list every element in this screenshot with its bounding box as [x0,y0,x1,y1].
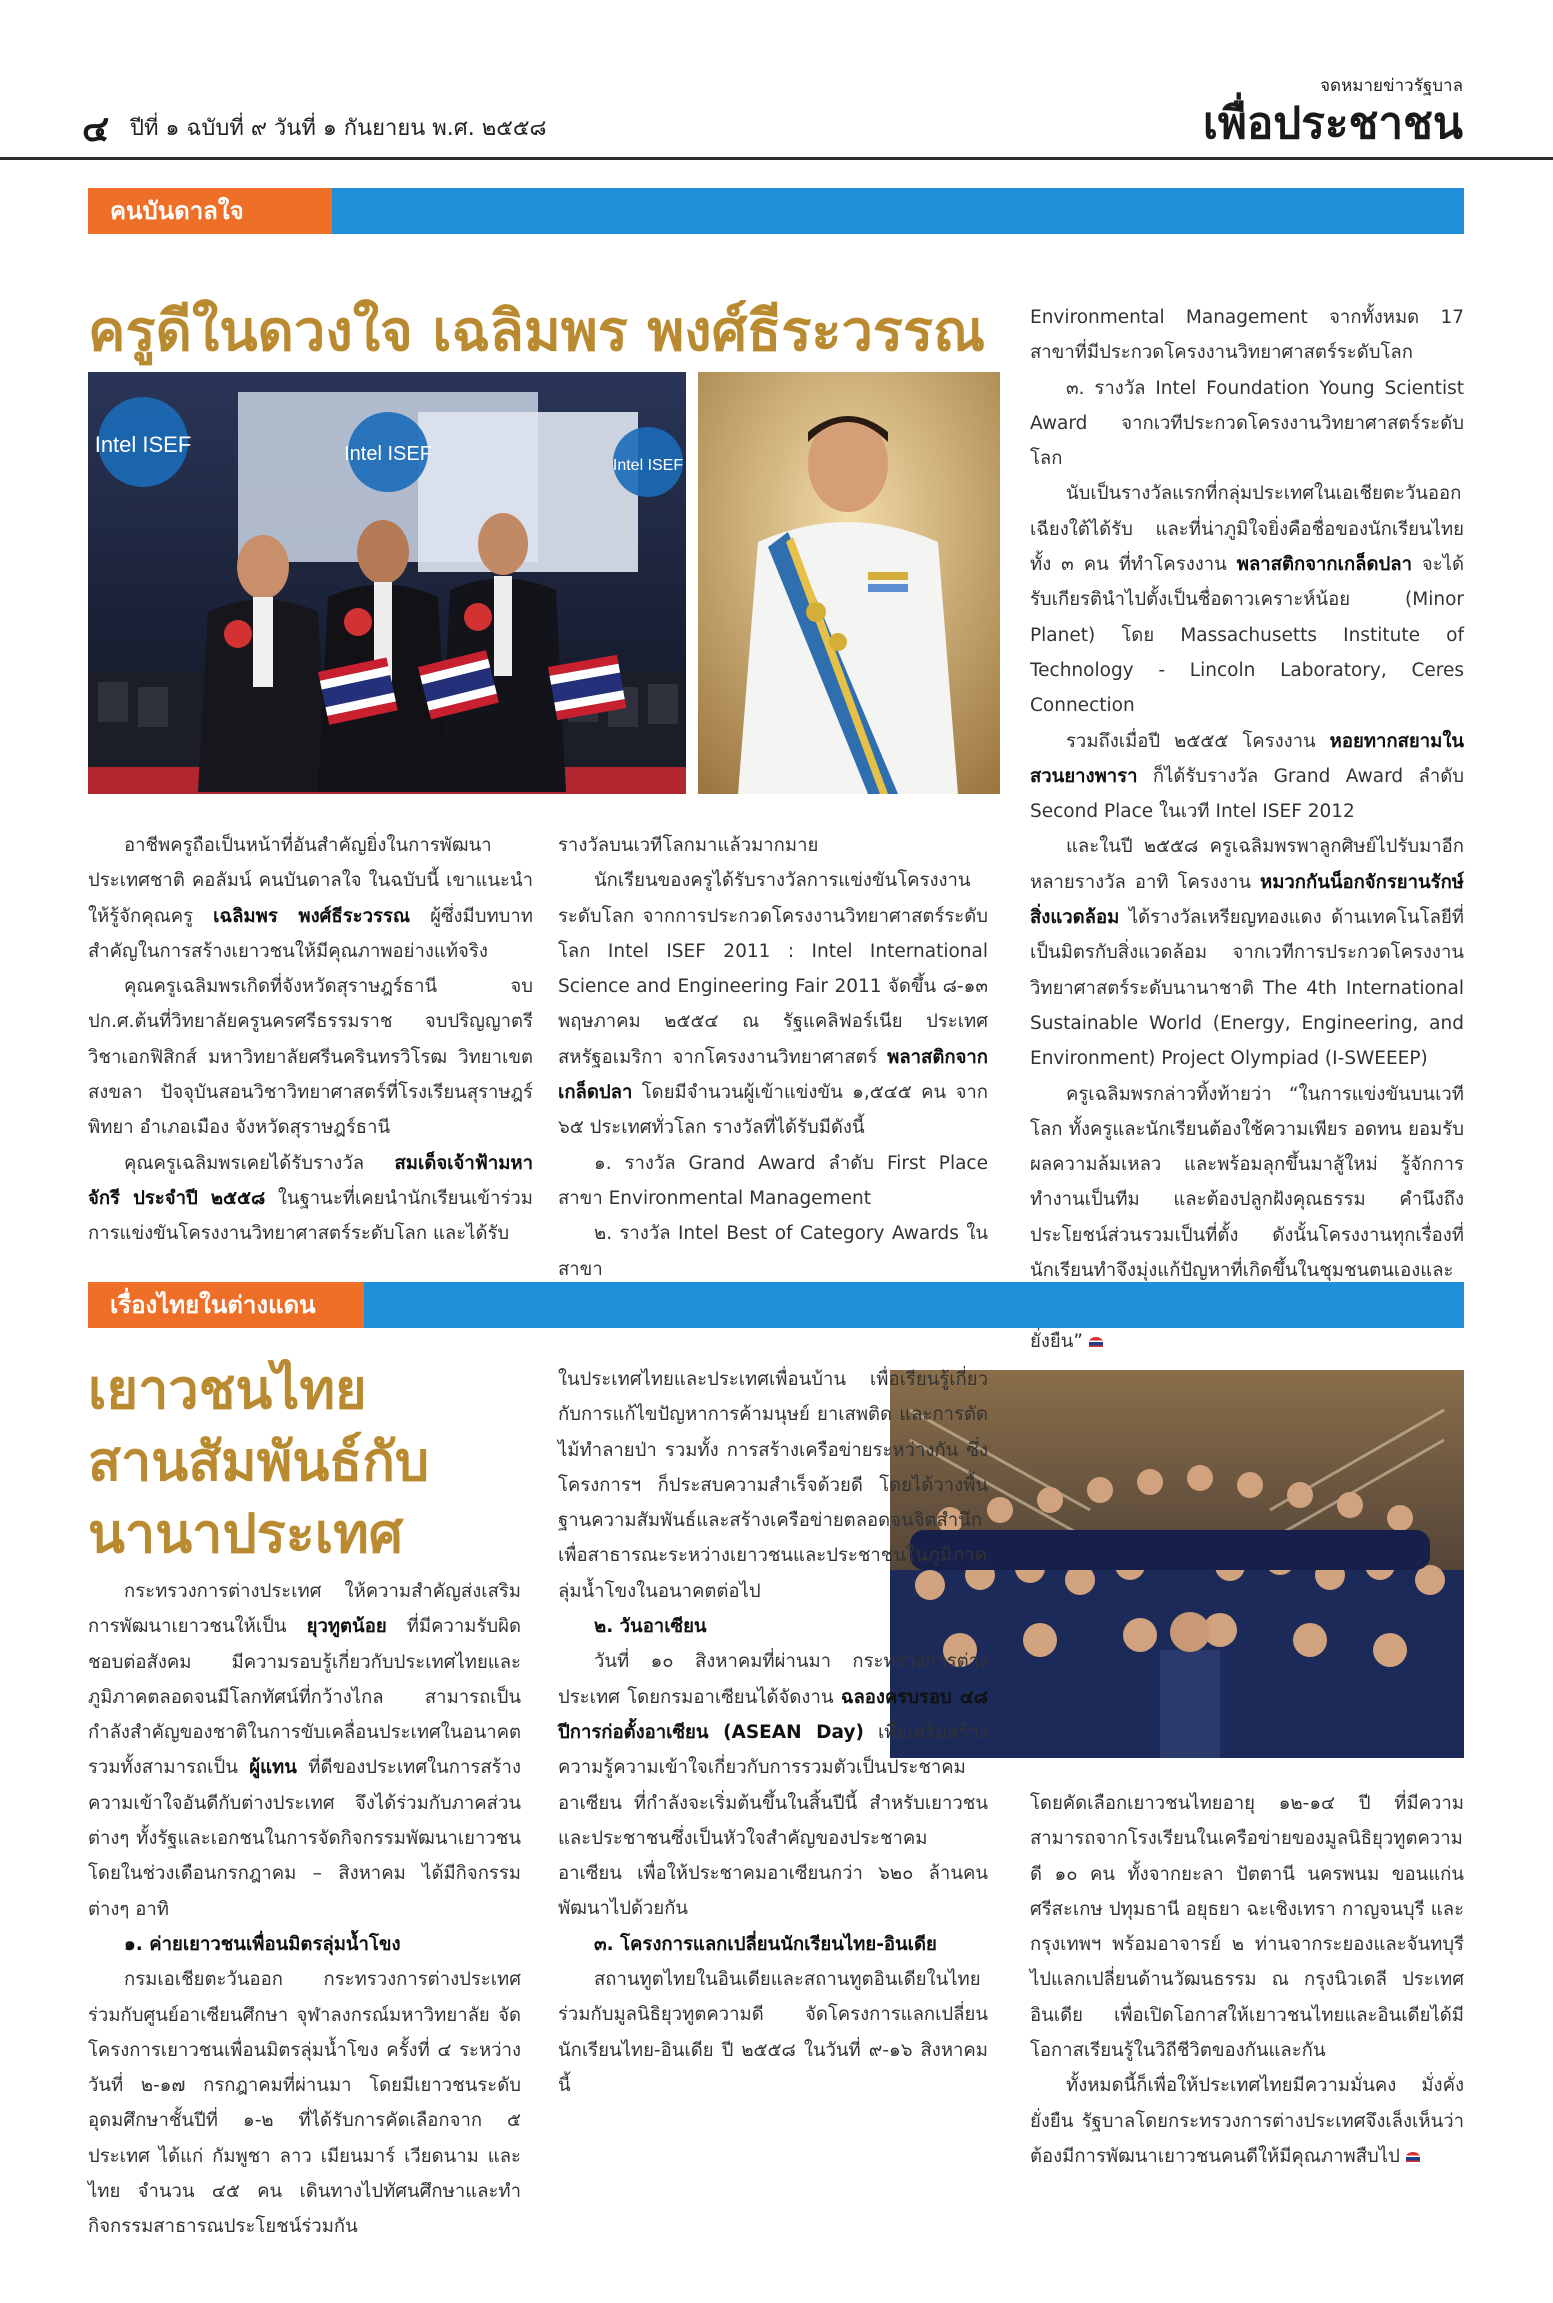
photo-students-isef [88,372,686,794]
page-number: ๔ [82,108,110,150]
article2-column-2: ในประเทศไทยและประเทศเพื่อนบ้าน เพื่อเรียนรู้เกี่ยวกับการแก้ไขปัญหาการค้ามนุษย์ ยาเสพติด และการตัดไม้ทำลายป่า รวมทั้ง การสร้างเครือข่ายระหว่างกัน ซึ่งโครงการฯ ก็ประสบความสำเร็จด้วยดี โดยได้วางพื้นฐานความสัมพันธ์และสร้างเครือข่ายตลอดจนจิตสำนึกเพื่อสาธารณะระหว่างเยาวชนและประชาชนในภูมิภาคลุ่มน้ำโขงในอนาคตต่อไป ๒. วันอาเซียน วันที่ ๑๐ สิงหาคมที่ผ่านมา กระทรวงการต่างประเทศ โดยกรมอาเซียนได้จัดงาน ฉลองครบรอบ ๔๘ ปีการก่อตั้งอาเซียน (ASEAN Day) เพื่อเสริมสร้างความรู้ความเข้าใจเกี่ยวกับการรวมตัวเป็นประชาคมอาเซียน ที่กำลังจะเริ่มต้นขึ้นในสิ้นปีนี้ สำหรับเยาวชนและประชาชนซึ่งเป็นหัวใจสำคัญของประชาคมอาเซียน เพื่อให้ประชาคมอาเซียนกว่า ๖๒๐ ล้านคนพัฒนาไปด้วยกัน ๓. โครงการแลกเปลี่ยนนักเรียนไทย-อินเดีย สถานทูตไทยในอินเดียและสถานทูตอินเดียในไทยร่วมกับมูลนิธิยุวทูตความดี จัดโครงการแลกเปลี่ยนนักเรียนไทย-อินเดีย ปี ๒๕๕๘ ในวันที่ ๙-๑๖ สิงหาคมนี้ [558,1369,989,2096]
isef-logo-2: Intel ISEF [344,443,432,465]
article2-column-3: โดยคัดเลือกเยาวชนไทยอายุ ๑๒-๑๔ ปี ที่มีความสามารถจากโรงเรียนในเครือข่ายของมูลนิธิยุวทูตความดี ๑๐ คน ทั้งจากยะลา ปัตตานี นครพนม ขอนแก่น ศรีสะเกษ ปทุมธานี อยุธยา ฉะเชิงเทรา กาญจนบุรี และกรุงเทพฯ พร้อมอาจารย์ ๒ ท่านจากระยองและจันทบุรี ไปแลกเปลี่ยนด้านวัฒนธรรม ณ กรุงนิวเดลี ประเทศอินเดีย เพื่อเปิดโอกาสให้เยาวชนไทยและอินเดียได้มีโอกาสเรียนรู้ในวิถีชีวิตของกันและกัน ทั้งหมดนี้ก็เพื่อให้ประเทศไทยมีความมั่นคง มั่งคั่ง ยั่งยืน รัฐบาลโดยกระทรวงการต่างประเทศจึงเล็งเห็นว่าต้องมีการพัฒนาเยาวชนคนดีให้มีคุณภาพสืบไป [1030,1793,1464,2167]
article1-headline: ครูดีในดวงใจ เฉลิมพร พงศ์ธีระวรรณ [88,299,986,364]
student-figures [198,513,566,792]
section-label-thai-abroad: เรื่องไทยในต่างแดน [88,1282,364,1328]
section-label-wedge [288,188,318,234]
header-rule [0,157,1553,160]
isef-logo-3: Intel ISEF [612,457,684,474]
issue-line: ปีที่ ๑ ฉบับที่ ๙ วันที่ ๑ กันยายน พ.ศ. ๒๕๕๘ [130,116,547,141]
brand-title: เพื่อประชาชน [1202,98,1463,149]
article1-column-2: รางวัลบนเวทีโลกมาแล้วมากมาย นักเรียนของครูได้รับรางวัลการแข่งขันโครงงานระดับโลก จากการประกวดโครงงานวิทยาศาสตร์ระดับโลก Intel ISEF 2011 : Intel International Science and Engineering Fair 2011 จัดขึ้น ๘-๑๓ พฤษภาคม ๒๕๕๔ ณ รัฐแคลิฟอร์เนีย ประเทศสหรัฐอเมริกา จากโครงงานวิทยาศาสตร์ พลาสติกจากเกล็ดปลา โดยมีจำนวนผู้เข้าแข่งขัน ๑,๕๔๕ คน จาก ๖๕ ประเทศทั่วโลก รางวัลที่ได้รับมีดังนี้ ๑. รางวัล Grand Award ลำดับ First Place สาขา Environmental Management ๒. รางวัล Intel Best of Category Awards ในสาขา [558,835,988,1280]
article2-column-1: กระทรวงการต่างประเทศ ให้ความสำคัญส่งเสริมการพัฒนาเยาวชนให้เป็น ยุวทูตน้อย ที่มีความรับผิดชอบต่อสังคม มีความรอบรู้เกี่ยวกับประเทศไทยและภูมิภาคตลอดจนมีโลกทัศน์ที่กว้างไกล สามารถเป็นกำลังสำคัญของชาติในการขับเคลื่อนประเทศในอนาคต รวมทั้งสามารถเป็น ผู้แทน ที่ดีของประเทศในการสร้างความเข้าใจอันดีกับต่างประเทศ จึงได้ร่วมกับภาคส่วนต่างๆ ทั้งรัฐและเอกชนในการจัดกิจกรรมพัฒนาเยาวชน โดยในช่วงเดือนกรกฎาคม – สิงหาคม ได้มีกิจกรรมต่างๆ อาทิ ๑. ค่ายเยาวชนเพื่อนมิตรลุ่มน้ำโขง กรมเอเชียตะวันออก กระทรวงการต่างประเทศ ร่วมกับศูนย์อาเซียนศึกษา จุฬาลงกรณ์มหาวิทยาลัย จัดโครงการเยาวชนเพื่อนมิตรลุ่มน้ำโขง ครั้งที่ ๔ ระหว่างวันที่ ๒-๑๗ กรกฎาคมที่ผ่านมา โดยมีเยาวชนระดับอุดมศึกษาชั้นปีที่ ๑-๒ ที่ได้รับการคัดเลือกจาก ๕ ประเทศ ได้แก่ กัมพูชา ลาว เมียนมาร์ เวียดนาม และไทย จำนวน ๔๕ คน เดินทางไปทัศนศึกษาและทำกิจกรรมสาธารณประโยชน์ร่วมกัน [88,1581,522,2238]
section-label-wedge-2 [320,1282,350,1328]
photo-teacher-portrait [698,372,1000,794]
headline-line-2: สานสัมพันธ์กับ [88,1430,430,1493]
brand-subtitle: จดหมายข่าวรัฐบาล [1320,76,1463,96]
section-label-inspiration: คนบันดาลใจ [88,188,332,234]
thai-flag-endmark-2 [1406,2152,1420,2162]
isef-logo-1: Intel ISEF [94,432,192,457]
article1-column-1: อาชีพครูถือเป็นหน้าที่อันสำคัญยิ่งในการพัฒนาประเทศชาติ คอลัมน์ คนบันดาลใจ ในฉบับนี้ เขาแนะนำให้รู้จักคุณครู เฉลิมพร พงศ์ธีระวรรณ ผู้ซึ่งมีบทบาทสำคัญในการสร้างเยาวชนให้มีคุณภาพอย่างแท้จริง คุณครูเฉลิมพรเกิดที่จังหวัดสุราษฎร์ธานี จบ ปก.ศ.ต้นที่วิทยาลัยครูนครศรีธรรมราช จบปริญญาตรีวิชาเอกฟิสิกส์ มหาวิทยาลัยศรีนครินทรวิโรฒ วิทยาเขตสงขลา ปัจจุบันสอนวิชาวิทยาศาสตร์ที่โรงเรียนสุราษฎร์พิทยา อำเภอเมือง จังหวัดสุราษฎร์ธานี คุณครูเฉลิมพรเคยได้รับรางวัล สมเด็จเจ้าฟ้ามหาจักรี ประจำปี ๒๕๕๘ ในฐานะที่เคยนำนักเรียนเข้าร่วมการแข่งขันโครงงานวิทยาศาสตร์ระดับโลก และได้รับ [88,835,533,1245]
thai-flag-endmark [1089,1337,1103,1347]
students-photo-illustration [88,372,686,794]
teacher-portrait-illustration [698,372,1000,794]
article1-column-3: Environmental Management จากทั้งหมด 17 สาขาที่มีประกวดโครงงานวิทยาศาสตร์ระดับโลก ๓. รางวัล Intel Foundation Young Scientist Award จากเวทีประกวดโครงงานวิทยาศาสตร์ระดับโลก นับเป็นรางวัลแรกที่กลุ่มประเทศในเอเชียตะวันออกเฉียงใต้ได้รับ และที่น่าภูมิใจยิ่งคือชื่อของนักเรียนไทยทั้ง ๓ คน ที่ทำโครงงาน พลาสติกจากเกล็ดปลา จะได้รับเกียรตินำไปตั้งเป็นชื่อดาวเคราะห์น้อย (Minor Planet) โดย Massachusetts Institute of Technology - Lincoln Laboratory, Ceres Connection รวมถึงเมื่อปี ๒๕๕๕ โครงงาน หอยทากสยามในสวนยางพารา ก็ได้รับรางวัล Grand Award ลำดับ Second Place ในเวที Intel ISEF 2012 และในปี ๒๕๕๘ ครูเฉลิมพรพาลูกศิษย์ไปรับมาอีกหลายรางวัล อาทิ โครงงาน หมวกกันน็อกจักรยานรักษ์สิ่งแวดล้อม ได้รางวัลเหรียญทองแดง ด้านเทคโนโลยีที่เป็นมิตรกับสิ่งแวดล้อม จากเวทีการประกวดโครงงานวิทยาศาสตร์ระดับนานาชาติ The 4th International Sustainable World (Energy, Engineering, and Environment) Project Olympiad (I-SWEEEP) ครูเฉลิมพรกล่าวทิ้งท้ายว่า “ในการแข่งขันบนเวทีโลก ทั้งครูและนักเรียนต้องใช้ความเพียร อดทน ยอมรับผลความล้มเหลว และพร้อมลุกขึ้นมาสู้ใหม่ รู้จักการทำงานเป็นทีม และต้องปลูกฝังคุณธรรม คำนึงถึงประโยชน์ส่วนรวมเป็นที่ตั้ง ดังนั้นโครงงานทุกเรื่องที่นักเรียนทำจึงมุ่งแก้ปัญหาที่เกิดขึ้นในชุมชนตนเองและ ยั่งยืน” [1030,307,1464,1352]
headline-line-3: นานาประเทศ [88,1502,404,1565]
article2-headline [88,1354,528,1570]
headline-line-1: เยาวชนไทย [88,1358,367,1421]
